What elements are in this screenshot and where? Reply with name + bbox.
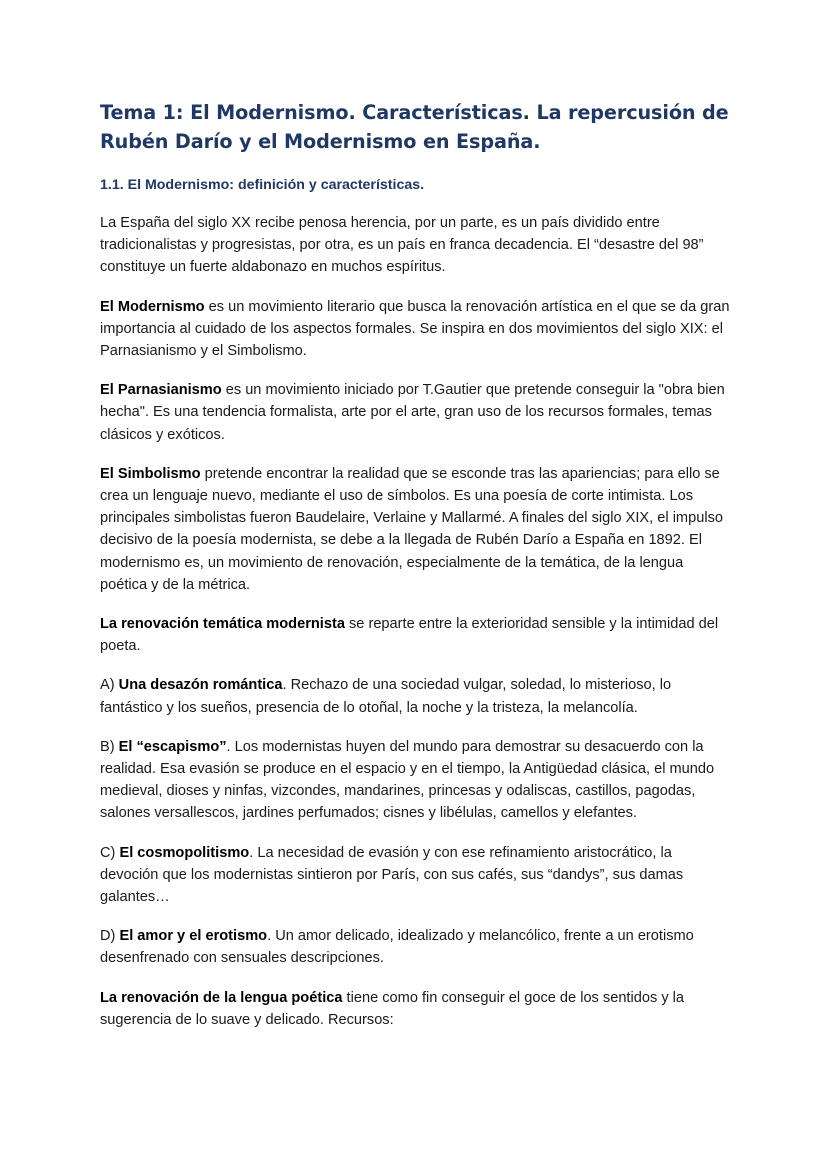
paragraph-text: se reparte entre la exterioridad sensible y la intimidad del poeta.: [100, 616, 719, 655]
paragraph-text: La España del siglo XX recibe penosa herencia, por un parte, es un país dividido entre tradicionalistas y progresistas, por otra, es un país en franca decadencia. El “desastre del 98” constituye un fuerte aldabonazo en muchos espíritus.: [100, 215, 704, 276]
paragraph: [100, 379, 730, 446]
paragraph-prefix: B): [100, 738, 119, 755]
paragraph-bold-term: El amor y el erotismo: [119, 928, 268, 945]
paragraph-text: . Rechazo de una sociedad vulgar, soledad, lo misterioso, lo fantástico y los sueños, presencia de lo otoñal, la noche y la tristeza, la melancolía.: [100, 677, 672, 716]
paragraph-bold-term: El Modernismo: [100, 298, 205, 315]
paragraph: [100, 674, 730, 718]
paragraph-bold-term: El Simbolismo: [100, 465, 201, 482]
paragraph-text: es un movimiento iniciado por T.Gautier que pretende conseguir la "obra bien hecha". Es una tendencia formalista, arte por el arte, gran uso de los recursos formales, temas clásicos y exóticos.: [100, 382, 725, 443]
paragraph: [100, 736, 730, 825]
paragraph: [100, 212, 730, 279]
paragraph-text: . Un amor delicado, idealizado y melancólico, frente a un erotismo desenfrenado con sensuales descripciones.: [100, 928, 694, 967]
paragraph-text: . La necesidad de evasión y con ese refinamiento aristocrático, la devoción que los modernistas sintieron por París, con sus cafés, sus “dandys”, sus damas galantes…: [100, 844, 684, 906]
paragraph-text: es un movimiento literario que busca la renovación artística en el que se da gran importancia al cuidado de los aspectos formales. Se inspira en dos movimientos del siglo XIX: el Parnasianismo y el Simbolismo.: [100, 298, 730, 360]
paragraph: [100, 463, 730, 596]
paragraph: [100, 925, 730, 969]
paragraph-bold-term: El “escapismo”: [118, 738, 227, 755]
paragraph: [100, 987, 730, 1031]
paragraph-bold-term: La renovación de la lengua poética: [100, 989, 343, 1006]
paragraph-prefix: A): [100, 677, 119, 694]
section-heading: 1.1. El Modernismo: definición y características.: [100, 177, 425, 193]
paragraph-bold-term: El cosmopolitismo: [119, 844, 250, 861]
paragraph-bold-term: El Parnasianismo: [100, 382, 222, 399]
paragraph-text: . Los modernistas huyen del mundo para demostrar su desacuerdo con la realidad. Esa evasión se produce en el espacio y en el tiempo, la Antigüedad clásica, el mundo medieval, dioses y ninfas, vizcondes, mandarines, princesas y odaliscas, castillos, pagodas, salones versallescos, jardines perfumados; cisnes y libélulas, camellos y elefantes.: [100, 738, 715, 822]
paragraph: [100, 842, 730, 909]
paragraph-text: pretende encontrar la realidad que se esconde tras las apariencias; para ello se crea un lenguaje nuevo, mediante el uso de símbolos. Es una poesía de corte intimista. Los principales simbolistas fueron Baudelaire, Verlaine y Mallarmé. A finales del siglo XIX, el impulso decisivo de la poesía modernista, se debe a la llegada de Rubén Darío a España en 1892. El modernismo es, un movimiento de renovación, especialmente de la temática, de la lengua poética y de la métrica.: [100, 465, 723, 593]
paragraph-bold-term: Una desazón romántica: [118, 677, 283, 694]
document-title: Tema 1: El Modernismo. Características. La repercusión de Rubén Darío y el Modernismo en España.: [100, 101, 729, 153]
paragraph: [100, 613, 730, 657]
paragraph: [100, 296, 730, 363]
paragraph-prefix: D): [100, 928, 120, 945]
document-page: [100, 98, 730, 1031]
paragraph-text: tiene como fin conseguir el goce de los sentidos y la sugerencia de lo suave y delicado. Recursos:: [100, 989, 685, 1028]
paragraph-bold-term: La renovación temática modernista: [100, 616, 345, 633]
paragraph-prefix: C): [100, 844, 120, 861]
